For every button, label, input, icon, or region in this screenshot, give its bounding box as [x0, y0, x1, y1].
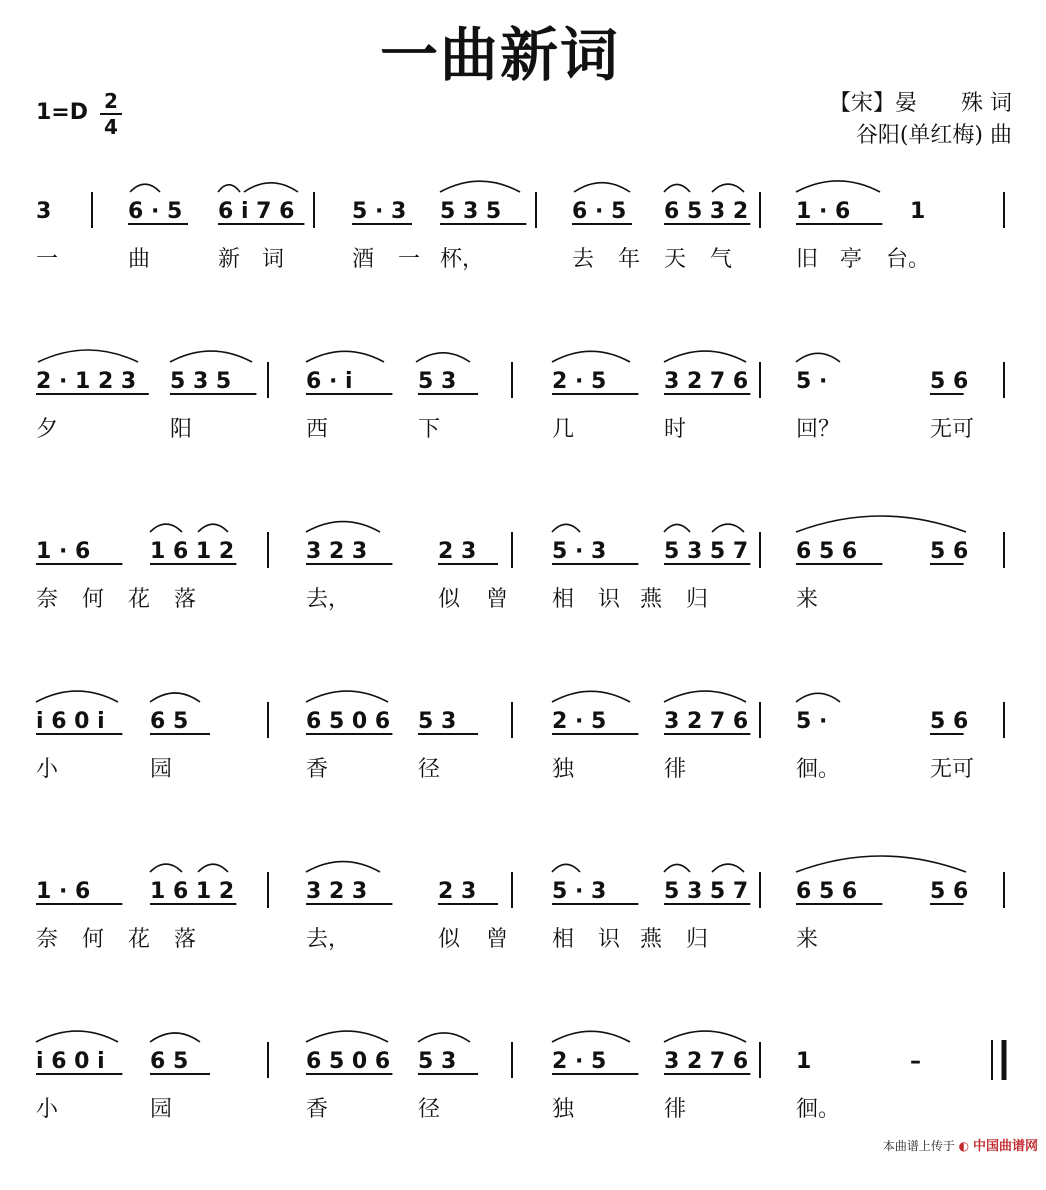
lyric-syllable: 下 [418, 417, 441, 442]
slur [796, 353, 840, 362]
footer-credit [883, 1135, 1038, 1154]
note-group: 5 · [796, 369, 828, 394]
lyric-syllable: 园 [150, 757, 173, 782]
score-row-svg [0, 700, 1046, 850]
lyric-syllable: 回？ [796, 417, 841, 442]
note-group: i 6 0 i [36, 1049, 105, 1074]
score-row-svg [0, 190, 1046, 340]
note-group: 3 [36, 199, 52, 224]
slur [170, 351, 252, 362]
note-group: 5 6 [930, 539, 969, 564]
note-group: 3 2 3 [306, 539, 368, 564]
slur [552, 351, 630, 362]
lyric-syllable: 亭 [840, 247, 863, 272]
note-group: 6 · 5 [128, 199, 183, 224]
lyric-syllable: 似 [438, 927, 461, 952]
score-row [0, 190, 1046, 340]
slur [664, 184, 690, 192]
note-group: 6 5 3 2 [664, 199, 749, 224]
note-group: 1 [796, 1049, 812, 1074]
lyric-syllable: 落 [174, 587, 197, 612]
lyric-syllable: 气 [710, 247, 733, 272]
note-group: 5 6 [930, 879, 969, 904]
slur [712, 184, 744, 192]
lyric-syllable: 西 [306, 417, 329, 442]
slur [664, 351, 746, 362]
lyric-syllable: 无可 [930, 757, 975, 782]
lyric-syllable: 徘 [664, 1097, 687, 1122]
time-signature-bottom: 4 [104, 115, 118, 139]
slur [150, 524, 182, 532]
lyric-syllable: 徊。 [796, 1097, 841, 1122]
score-row [0, 870, 1046, 1020]
note-group: 3 2 3 [306, 879, 368, 904]
lyric-syllable: 阳 [170, 417, 193, 442]
note-group: 6 5 0 6 [306, 1049, 391, 1074]
lyric-syllable: 香 [306, 757, 329, 782]
lyric-syllable: 相 [552, 927, 575, 952]
slur [306, 351, 384, 362]
lyric-syllable: 归 [686, 587, 709, 612]
lyric-syllable: 一 [398, 247, 421, 272]
note-group: 5 3 [418, 709, 457, 734]
note-group: 2 · 1 2 3 [36, 369, 137, 394]
lyric-syllable: 来 [796, 587, 819, 612]
lyric-syllable: 徊。 [796, 757, 841, 782]
note-group: 2 · 5 [552, 709, 607, 734]
score-row [0, 1040, 1046, 1190]
note-group: 1 6 1 2 [150, 539, 235, 564]
lyric-syllable: 旧 [796, 247, 819, 272]
slur [796, 693, 840, 702]
lyric-syllable: 何 [82, 587, 105, 612]
time-signature [100, 90, 122, 138]
site-logo-icon: ◐ [958, 1139, 970, 1153]
note-group: 6 · 5 [572, 199, 627, 224]
slur [244, 183, 298, 192]
lyric-syllable: 小 [36, 757, 59, 782]
note-group: 6 5 0 6 [306, 709, 391, 734]
lyric-syllable: 花 [128, 927, 151, 952]
note-group: 5 3 5 7 [664, 539, 749, 564]
lyric-syllable: 去， [306, 927, 351, 952]
composer-credit: 谷阳(单红梅) 曲 [855, 123, 1012, 148]
slur [306, 691, 388, 702]
slur [712, 864, 744, 872]
note-group: 1 · 6 [36, 539, 91, 564]
score-row [0, 530, 1046, 680]
note-group: 2 3 [438, 879, 477, 904]
score-row [0, 700, 1046, 850]
note-group: 2 · 5 [552, 369, 607, 394]
slur [38, 350, 138, 362]
slur [664, 864, 690, 872]
lyric-syllable: 燕 [640, 927, 663, 952]
slur [150, 693, 200, 702]
slur [306, 522, 380, 532]
slur [552, 864, 580, 872]
lyricist-credit: 【宋】晏 殊 词 [829, 91, 1012, 116]
note-group: 5 3 5 [170, 369, 232, 394]
lyric-syllable: 年 [618, 247, 641, 272]
note-group: 5 · 3 [552, 539, 607, 564]
slur [418, 1033, 470, 1042]
lyric-syllable: 曲 [128, 247, 151, 272]
lyric-syllable: 独 [552, 757, 575, 782]
note-group: 6 · i [306, 369, 353, 394]
note-group: 5 3 5 [440, 199, 502, 224]
note-group: 1 · 6 [36, 879, 91, 904]
lyric-syllable: 燕 [640, 587, 663, 612]
lyric-syllable: 去 [572, 247, 595, 272]
lyric-syllable: 小 [36, 1097, 59, 1122]
slur [150, 1033, 200, 1042]
slur [440, 181, 520, 192]
note-group: 1 [910, 199, 926, 224]
lyric-syllable: 来 [796, 927, 819, 952]
note-group: 6 5 [150, 709, 189, 734]
lyric-syllable: 天 [664, 247, 687, 272]
lyric-syllable: 花 [128, 587, 151, 612]
lyric-syllable: 无可 [930, 417, 975, 442]
note-group: 6 5 6 [796, 539, 858, 564]
lyric-syllable: 似 [438, 587, 461, 612]
slur [416, 353, 470, 362]
lyric-syllable: 徘 [664, 757, 687, 782]
note-group: 5 6 [930, 709, 969, 734]
lyric-syllable: 独 [552, 1097, 575, 1122]
lyric-syllable: 径 [418, 757, 441, 782]
lyric-syllable: 台。 [886, 247, 931, 272]
note-group: 6 i 7 6 [218, 199, 295, 224]
slur [664, 1031, 746, 1042]
lyric-syllable: 奈 [36, 587, 59, 612]
key-signature: 1=D [36, 100, 89, 125]
note-group: 5 3 [418, 369, 457, 394]
lyric-syllable: 归 [686, 927, 709, 952]
slur [198, 864, 228, 872]
slur [552, 1031, 630, 1042]
note-group: 5 · [796, 709, 828, 734]
slur [796, 516, 966, 532]
slur [574, 183, 630, 192]
slur [130, 184, 160, 192]
score-row-svg [0, 530, 1046, 680]
score-row-svg [0, 1040, 1046, 1190]
note-group: 6 5 [150, 1049, 189, 1074]
footer-prefix: 本曲谱上传于 [882, 1139, 955, 1153]
time-signature-top: 2 [104, 89, 118, 113]
lyric-syllable: 时 [664, 417, 687, 442]
lyric-syllable: 词 [262, 247, 285, 272]
lyric-syllable: 相 [552, 587, 575, 612]
slur [306, 1031, 388, 1042]
lyric-syllable: 夕 [36, 417, 59, 442]
slur [796, 181, 880, 192]
slur [712, 524, 744, 532]
note-group: 3 2 7 6 [664, 709, 749, 734]
note-group: 2 · 5 [552, 1049, 607, 1074]
score-title: 一曲新词 [379, 21, 620, 89]
score-row-svg [0, 360, 1046, 510]
note-group: 5 · 3 [352, 199, 407, 224]
slur [306, 862, 380, 872]
slur [218, 185, 240, 192]
note-group: 5 · 3 [552, 879, 607, 904]
score-row [0, 360, 1046, 510]
slur [552, 524, 580, 532]
lyric-syllable: 园 [150, 1097, 173, 1122]
lyric-syllable: 径 [418, 1097, 441, 1122]
lyric-syllable: 何 [82, 927, 105, 952]
note-group: 3 2 7 6 [664, 369, 749, 394]
note-group: 5 3 5 7 [664, 879, 749, 904]
note-group: 3 2 7 6 [664, 1049, 749, 1074]
lyric-syllable: 杯， [440, 247, 485, 272]
slur [150, 864, 182, 872]
lyric-syllable: 一 [36, 247, 59, 272]
lyric-syllable: 奈 [36, 927, 59, 952]
lyric-syllable: 几 [552, 417, 575, 442]
lyric-syllable: 落 [174, 927, 197, 952]
score-row-svg [0, 870, 1046, 1020]
note-group: 1 6 1 2 [150, 879, 235, 904]
footer-brand: 中国曲谱网 [972, 1139, 1038, 1154]
lyric-syllable: 香 [306, 1097, 329, 1122]
note-group: 2 3 [438, 539, 477, 564]
slur [198, 524, 228, 532]
note-group: 5 3 [418, 1049, 457, 1074]
slur [36, 691, 118, 702]
lyric-syllable: 曾 [486, 587, 509, 612]
note-group: 1 · 6 [796, 199, 851, 224]
lyric-syllable: 酒 [352, 247, 375, 272]
note-group: 6 5 6 [796, 879, 858, 904]
slur [796, 856, 966, 872]
slur [664, 524, 690, 532]
lyric-syllable: 新 [218, 247, 241, 272]
slur [552, 691, 630, 702]
note-group: 5 6 [930, 369, 969, 394]
lyric-syllable: 识 [598, 587, 621, 612]
lyric-syllable: 识 [598, 927, 621, 952]
slur [36, 1031, 118, 1042]
lyric-syllable: 曾 [486, 927, 509, 952]
note-group: i 6 0 i [36, 709, 105, 734]
slur [664, 691, 746, 702]
lyric-syllable: 去， [306, 587, 351, 612]
note-group: – [910, 1049, 921, 1074]
